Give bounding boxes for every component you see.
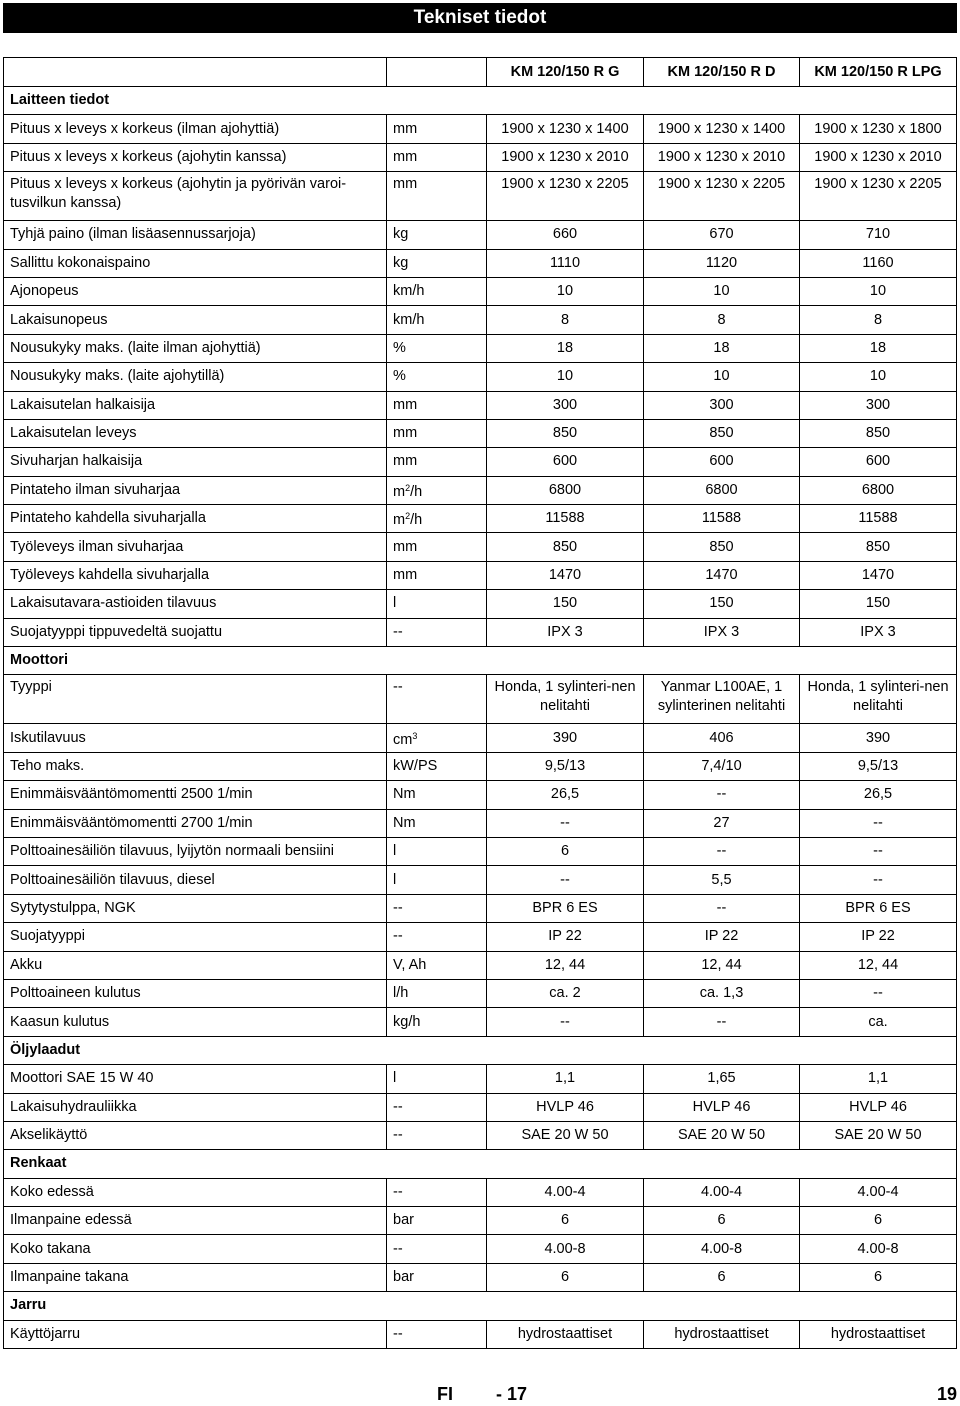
spec-row bbox=[4, 1065, 957, 1093]
spec-value: 4.00-8 bbox=[800, 1235, 957, 1263]
spec-unit bbox=[387, 1235, 487, 1263]
spec-value: hydrostaattiset bbox=[487, 1320, 644, 1348]
unit-exponent: 3 bbox=[412, 730, 418, 741]
spec-unit bbox=[387, 334, 487, 362]
spec-value: Yanmar L100AE, 1 sylinterinen nelitahti bbox=[644, 675, 800, 724]
section-title: Renkaat bbox=[4, 1150, 957, 1178]
unit-text: mm bbox=[393, 396, 418, 413]
spec-value: 1,65 bbox=[644, 1065, 800, 1093]
spec-value: 26,5 bbox=[487, 781, 644, 809]
spec-row bbox=[4, 249, 957, 277]
spec-value: 300 bbox=[487, 391, 644, 419]
spec-label: Pintateho kahdella sivuharjalla bbox=[4, 505, 387, 533]
spec-value: 850 bbox=[487, 419, 644, 447]
spec-value: 11588 bbox=[487, 505, 644, 533]
spec-row bbox=[4, 1235, 957, 1263]
unit-text: l bbox=[393, 595, 397, 612]
spec-row bbox=[4, 277, 957, 305]
spec-label: Lakaisutavara-astioiden tilavuus bbox=[4, 590, 387, 618]
unit-text: cm bbox=[393, 731, 413, 748]
spec-value: 600 bbox=[487, 448, 644, 476]
spec-unit bbox=[387, 533, 487, 561]
spec-unit bbox=[387, 837, 487, 865]
spec-value: 6 bbox=[800, 1263, 957, 1291]
spec-value: ca. 2 bbox=[487, 979, 644, 1007]
spec-unit bbox=[387, 752, 487, 780]
spec-unit bbox=[387, 1093, 487, 1121]
spec-value: 4.00-8 bbox=[487, 1235, 644, 1263]
spec-value: 10 bbox=[800, 363, 957, 391]
spec-value: 1900 x 1230 x 2205 bbox=[487, 172, 644, 221]
unit-text: kg/h bbox=[393, 1013, 421, 1030]
spec-row bbox=[4, 363, 957, 391]
unit-text: % bbox=[393, 339, 406, 356]
spec-unit bbox=[387, 249, 487, 277]
spec-value: 4.00-4 bbox=[800, 1178, 957, 1206]
spec-label: Sivuharjan halkaisija bbox=[4, 448, 387, 476]
spec-value: -- bbox=[800, 866, 957, 894]
unit-text: -- bbox=[393, 1325, 403, 1342]
spec-label: Akselikäyttö bbox=[4, 1121, 387, 1149]
spec-value: 600 bbox=[800, 448, 957, 476]
spec-value: 8 bbox=[800, 306, 957, 334]
footer-language: FI bbox=[437, 1384, 453, 1404]
spec-unit bbox=[387, 675, 487, 724]
spec-label: Pituus x leveys x korkeus (ajohytin ja pyörivän varoi-tusvilkun kanssa) bbox=[4, 172, 387, 221]
spec-row bbox=[4, 533, 957, 561]
spec-unit bbox=[387, 724, 487, 752]
spec-value: HVLP 46 bbox=[800, 1093, 957, 1121]
spec-value: 1,1 bbox=[487, 1065, 644, 1093]
spec-value: Honda, 1 sylinteri-nen nelitahti bbox=[800, 675, 957, 724]
unit-text: mm bbox=[393, 120, 418, 137]
spec-label: Akku bbox=[4, 951, 387, 979]
spec-value: -- bbox=[644, 781, 800, 809]
spec-value: 660 bbox=[487, 221, 644, 249]
spec-value: 1470 bbox=[800, 561, 957, 589]
unit-text: -- bbox=[393, 623, 403, 640]
spec-row bbox=[4, 590, 957, 618]
unit-text: km/h bbox=[393, 311, 425, 328]
spec-value: ca. 1,3 bbox=[644, 979, 800, 1007]
spec-unit bbox=[387, 1320, 487, 1348]
spec-value: 6800 bbox=[800, 476, 957, 504]
spec-unit bbox=[387, 951, 487, 979]
spec-label: Teho maks. bbox=[4, 752, 387, 780]
unit-text: l bbox=[393, 1070, 397, 1087]
spec-value: 1120 bbox=[644, 249, 800, 277]
spec-unit bbox=[387, 419, 487, 447]
spec-value: IP 22 bbox=[487, 923, 644, 951]
spec-value: ca. bbox=[800, 1008, 957, 1036]
unit-text: l/h bbox=[393, 985, 409, 1002]
spec-label: Työleveys kahdella sivuharjalla bbox=[4, 561, 387, 589]
unit-text: -- bbox=[393, 679, 403, 696]
spec-row bbox=[4, 1093, 957, 1121]
section-header-row bbox=[4, 647, 957, 675]
header-empty-cell bbox=[387, 58, 487, 87]
spec-value: 6 bbox=[644, 1207, 800, 1235]
spec-unit bbox=[387, 979, 487, 1007]
spec-label: Kaasun kulutus bbox=[4, 1008, 387, 1036]
spec-value: Honda, 1 sylinteri-nen nelitahti bbox=[487, 675, 644, 724]
spec-unit bbox=[387, 1178, 487, 1206]
spec-value: HVLP 46 bbox=[487, 1093, 644, 1121]
spec-label: Lakaisunopeus bbox=[4, 306, 387, 334]
spec-value: 11588 bbox=[644, 505, 800, 533]
spec-label: Tyhjä paino (ilman lisäasennussarjoja) bbox=[4, 221, 387, 249]
spec-unit bbox=[387, 143, 487, 171]
section-title: Jarru bbox=[4, 1292, 957, 1320]
spec-row bbox=[4, 894, 957, 922]
spec-value: 850 bbox=[644, 533, 800, 561]
spec-value: 8 bbox=[644, 306, 800, 334]
spec-value: 6 bbox=[487, 1207, 644, 1235]
spec-row bbox=[4, 1121, 957, 1149]
unit-suffix: /h bbox=[410, 512, 423, 529]
spec-label: Lakaisutelan leveys bbox=[4, 419, 387, 447]
section-title: Laitteen tiedot bbox=[4, 87, 957, 115]
unit-text: mm bbox=[393, 453, 418, 470]
spec-value: -- bbox=[644, 837, 800, 865]
spec-row bbox=[4, 221, 957, 249]
model-header-km120-150-r-g: KM 120/150 R G bbox=[487, 58, 644, 87]
spec-row bbox=[4, 561, 957, 589]
spec-value: 6800 bbox=[487, 476, 644, 504]
spec-value: 150 bbox=[644, 590, 800, 618]
spec-row bbox=[4, 1178, 957, 1206]
spec-value: 6 bbox=[800, 1207, 957, 1235]
spec-value: HVLP 46 bbox=[644, 1093, 800, 1121]
technical-data-table bbox=[3, 57, 957, 1349]
unit-text: mm bbox=[393, 538, 418, 555]
spec-value: IPX 3 bbox=[800, 618, 957, 646]
spec-value: IP 22 bbox=[644, 923, 800, 951]
unit-text: kg bbox=[393, 254, 409, 271]
spec-label: Polttoainesäiliön tilavuus, lyijytön normaali bensiini bbox=[4, 837, 387, 865]
spec-value: SAE 20 W 50 bbox=[800, 1121, 957, 1149]
spec-label: Moottori SAE 15 W 40 bbox=[4, 1065, 387, 1093]
spec-label: Lakaisuhydrauliikka bbox=[4, 1093, 387, 1121]
spec-row bbox=[4, 618, 957, 646]
spec-label: Työleveys ilman sivuharjaa bbox=[4, 533, 387, 561]
spec-value: 18 bbox=[800, 334, 957, 362]
spec-value: 18 bbox=[487, 334, 644, 362]
spec-value: 150 bbox=[487, 590, 644, 618]
spec-label: Sytytystulppa, NGK bbox=[4, 894, 387, 922]
spec-unit bbox=[387, 115, 487, 143]
spec-label: Suojatyyppi tippuvedeltä suojattu bbox=[4, 618, 387, 646]
spec-row bbox=[4, 505, 957, 533]
spec-value: 12, 44 bbox=[487, 951, 644, 979]
spec-value: 1900 x 1230 x 2205 bbox=[644, 172, 800, 221]
spec-label: Sallittu kokonaispaino bbox=[4, 249, 387, 277]
spec-value: 1900 x 1230 x 1800 bbox=[800, 115, 957, 143]
spec-label: Pituus x leveys x korkeus (ilman ajohyttiä) bbox=[4, 115, 387, 143]
unit-text: V, Ah bbox=[393, 956, 427, 973]
spec-value: 6 bbox=[487, 1263, 644, 1291]
spec-unit bbox=[387, 1008, 487, 1036]
spec-label: Polttoainesäiliön tilavuus, diesel bbox=[4, 866, 387, 894]
spec-unit bbox=[387, 172, 487, 221]
spec-row bbox=[4, 172, 957, 221]
spec-label: Enimmäisvääntömomentti 2500 1/min bbox=[4, 781, 387, 809]
model-header-row bbox=[4, 58, 957, 87]
spec-unit bbox=[387, 1065, 487, 1093]
page-title: Tekniset tiedot bbox=[3, 3, 957, 33]
spec-unit bbox=[387, 221, 487, 249]
spec-value: 6800 bbox=[644, 476, 800, 504]
spec-value: 1900 x 1230 x 2205 bbox=[800, 172, 957, 221]
spec-value: 7,4/10 bbox=[644, 752, 800, 780]
spec-value: 10 bbox=[800, 277, 957, 305]
section-header-row bbox=[4, 1292, 957, 1320]
spec-value: -- bbox=[644, 894, 800, 922]
spec-row bbox=[4, 923, 957, 951]
unit-text: l bbox=[393, 843, 397, 860]
spec-value: 850 bbox=[487, 533, 644, 561]
spec-value: 670 bbox=[644, 221, 800, 249]
spec-row bbox=[4, 1008, 957, 1036]
header-empty-cell bbox=[4, 58, 387, 87]
spec-value: -- bbox=[487, 1008, 644, 1036]
unit-text: m bbox=[393, 512, 406, 529]
spec-value: 18 bbox=[644, 334, 800, 362]
spec-value: BPR 6 ES bbox=[487, 894, 644, 922]
spec-value: 10 bbox=[487, 363, 644, 391]
spec-value: -- bbox=[800, 979, 957, 1007]
spec-value: hydrostaattiset bbox=[644, 1320, 800, 1348]
spec-value: IP 22 bbox=[800, 923, 957, 951]
spec-value: IPX 3 bbox=[487, 618, 644, 646]
spec-row bbox=[4, 752, 957, 780]
unit-text: bar bbox=[393, 1269, 414, 1286]
unit-text: -- bbox=[393, 899, 403, 916]
spec-row bbox=[4, 419, 957, 447]
unit-text: bar bbox=[393, 1212, 414, 1229]
spec-row bbox=[4, 979, 957, 1007]
model-header-km120-150-r-d: KM 120/150 R D bbox=[644, 58, 800, 87]
model-header-km120-150-r-lpg: KM 120/150 R LPG bbox=[800, 58, 957, 87]
spec-value: 1160 bbox=[800, 249, 957, 277]
spec-value: 12, 44 bbox=[644, 951, 800, 979]
unit-text: kg bbox=[393, 226, 409, 243]
section-title: Öljylaadut bbox=[4, 1036, 957, 1064]
unit-text: mm bbox=[393, 425, 418, 442]
spec-label: Lakaisutelan halkaisija bbox=[4, 391, 387, 419]
spec-row bbox=[4, 837, 957, 865]
spec-value: 1900 x 1230 x 2010 bbox=[644, 143, 800, 171]
spec-row bbox=[4, 476, 957, 504]
spec-value: 150 bbox=[800, 590, 957, 618]
spec-value: 710 bbox=[800, 221, 957, 249]
spec-value: 4.00-4 bbox=[644, 1178, 800, 1206]
spec-unit bbox=[387, 809, 487, 837]
spec-label: Polttoaineen kulutus bbox=[4, 979, 387, 1007]
unit-exponent: 2 bbox=[405, 511, 411, 522]
spec-value: 300 bbox=[644, 391, 800, 419]
spec-label: Nousukyky maks. (laite ilman ajohyttiä) bbox=[4, 334, 387, 362]
spec-unit bbox=[387, 476, 487, 504]
unit-text: -- bbox=[393, 1240, 403, 1257]
unit-text: Nm bbox=[393, 814, 416, 831]
spec-value: 300 bbox=[800, 391, 957, 419]
spec-value: 1900 x 1230 x 1400 bbox=[644, 115, 800, 143]
section-title: Moottori bbox=[4, 647, 957, 675]
spec-value: 10 bbox=[644, 363, 800, 391]
unit-text: l bbox=[393, 871, 397, 888]
spec-row bbox=[4, 391, 957, 419]
spec-row bbox=[4, 334, 957, 362]
spec-value: 6 bbox=[487, 837, 644, 865]
spec-unit bbox=[387, 1207, 487, 1235]
spec-row bbox=[4, 675, 957, 724]
spec-value: -- bbox=[800, 809, 957, 837]
spec-value: 4.00-4 bbox=[487, 1178, 644, 1206]
unit-text: -- bbox=[393, 1183, 403, 1200]
spec-unit bbox=[387, 923, 487, 951]
spec-label: Enimmäisvääntömomentti 2700 1/min bbox=[4, 809, 387, 837]
spec-unit bbox=[387, 363, 487, 391]
spec-value: IPX 3 bbox=[644, 618, 800, 646]
spec-row bbox=[4, 866, 957, 894]
spec-value: hydrostaattiset bbox=[800, 1320, 957, 1348]
spec-value: 8 bbox=[487, 306, 644, 334]
spec-value: 6 bbox=[644, 1263, 800, 1291]
spec-label: Ajonopeus bbox=[4, 277, 387, 305]
spec-value: 850 bbox=[644, 419, 800, 447]
spec-value: 390 bbox=[800, 724, 957, 752]
spec-row bbox=[4, 143, 957, 171]
spec-value: -- bbox=[800, 837, 957, 865]
spec-value: 10 bbox=[487, 277, 644, 305]
unit-text: % bbox=[393, 368, 406, 385]
spec-value: 390 bbox=[487, 724, 644, 752]
unit-text: -- bbox=[393, 1127, 403, 1144]
unit-text: mm bbox=[393, 567, 418, 584]
unit-exponent: 2 bbox=[405, 482, 411, 493]
spec-value: 4.00-8 bbox=[644, 1235, 800, 1263]
spec-unit bbox=[387, 1263, 487, 1291]
spec-label: Tyyppi bbox=[4, 675, 387, 724]
spec-row bbox=[4, 306, 957, 334]
spec-label: Ilmanpaine edessä bbox=[4, 1207, 387, 1235]
spec-row bbox=[4, 1263, 957, 1291]
unit-text: -- bbox=[393, 1098, 403, 1115]
spec-value: 600 bbox=[644, 448, 800, 476]
spec-unit bbox=[387, 866, 487, 894]
spec-value: BPR 6 ES bbox=[800, 894, 957, 922]
spec-unit bbox=[387, 391, 487, 419]
spec-label: Ilmanpaine takana bbox=[4, 1263, 387, 1291]
spec-value: 1900 x 1230 x 2010 bbox=[487, 143, 644, 171]
spec-value: SAE 20 W 50 bbox=[487, 1121, 644, 1149]
spec-unit bbox=[387, 561, 487, 589]
spec-row bbox=[4, 1207, 957, 1235]
spec-value: 1900 x 1230 x 2010 bbox=[800, 143, 957, 171]
spec-value: 5,5 bbox=[644, 866, 800, 894]
unit-text: -- bbox=[393, 928, 403, 945]
spec-value: 9,5/13 bbox=[487, 752, 644, 780]
spec-label: Nousukyky maks. (laite ajohytillä) bbox=[4, 363, 387, 391]
spec-value: 850 bbox=[800, 533, 957, 561]
spec-row bbox=[4, 115, 957, 143]
spec-value: 10 bbox=[644, 277, 800, 305]
spec-label: Suojatyyppi bbox=[4, 923, 387, 951]
spec-value: 9,5/13 bbox=[800, 752, 957, 780]
spec-row bbox=[4, 809, 957, 837]
spec-value: -- bbox=[487, 809, 644, 837]
spec-value: SAE 20 W 50 bbox=[644, 1121, 800, 1149]
spec-value: -- bbox=[644, 1008, 800, 1036]
spec-unit bbox=[387, 781, 487, 809]
unit-text: kW/PS bbox=[393, 758, 438, 774]
spec-value: 27 bbox=[644, 809, 800, 837]
spec-label: Käyttöjarru bbox=[4, 1320, 387, 1348]
spec-unit bbox=[387, 277, 487, 305]
section-header-row bbox=[4, 1150, 957, 1178]
spec-label: Pituus x leveys x korkeus (ajohytin kanssa) bbox=[4, 143, 387, 171]
spec-unit bbox=[387, 1121, 487, 1149]
spec-value: 12, 44 bbox=[800, 951, 957, 979]
spec-row bbox=[4, 448, 957, 476]
section-header-row bbox=[4, 1036, 957, 1064]
spec-unit bbox=[387, 448, 487, 476]
unit-text: m bbox=[393, 483, 406, 500]
spec-value: 1470 bbox=[644, 561, 800, 589]
spec-unit bbox=[387, 894, 487, 922]
spec-value: 1470 bbox=[487, 561, 644, 589]
spec-value: 850 bbox=[800, 419, 957, 447]
spec-label: Iskutilavuus bbox=[4, 724, 387, 752]
spec-label: Pintateho ilman sivuharjaa bbox=[4, 476, 387, 504]
unit-text: Nm bbox=[393, 786, 416, 803]
unit-text: km/h bbox=[393, 283, 425, 300]
spec-value: 406 bbox=[644, 724, 800, 752]
spec-unit bbox=[387, 306, 487, 334]
spec-row bbox=[4, 781, 957, 809]
spec-value: 11588 bbox=[800, 505, 957, 533]
spec-value: 26,5 bbox=[800, 781, 957, 809]
spec-row bbox=[4, 724, 957, 752]
spec-value: 1110 bbox=[487, 249, 644, 277]
spec-value: -- bbox=[487, 866, 644, 894]
footer-page-number: 19 bbox=[937, 1384, 958, 1404]
spec-label: Koko takana bbox=[4, 1235, 387, 1263]
spec-row bbox=[4, 951, 957, 979]
spec-row bbox=[4, 1320, 957, 1348]
spec-value: 1900 x 1230 x 1400 bbox=[487, 115, 644, 143]
section-header-row bbox=[4, 87, 957, 115]
spec-unit bbox=[387, 618, 487, 646]
unit-text: mm bbox=[393, 148, 418, 165]
footer-section-page: - 17 bbox=[496, 1384, 528, 1404]
spec-label: Koko edessä bbox=[4, 1178, 387, 1206]
unit-suffix: /h bbox=[410, 483, 423, 500]
unit-text: mm bbox=[393, 176, 418, 193]
spec-unit bbox=[387, 505, 487, 533]
spec-value: 1,1 bbox=[800, 1065, 957, 1093]
spec-unit bbox=[387, 590, 487, 618]
